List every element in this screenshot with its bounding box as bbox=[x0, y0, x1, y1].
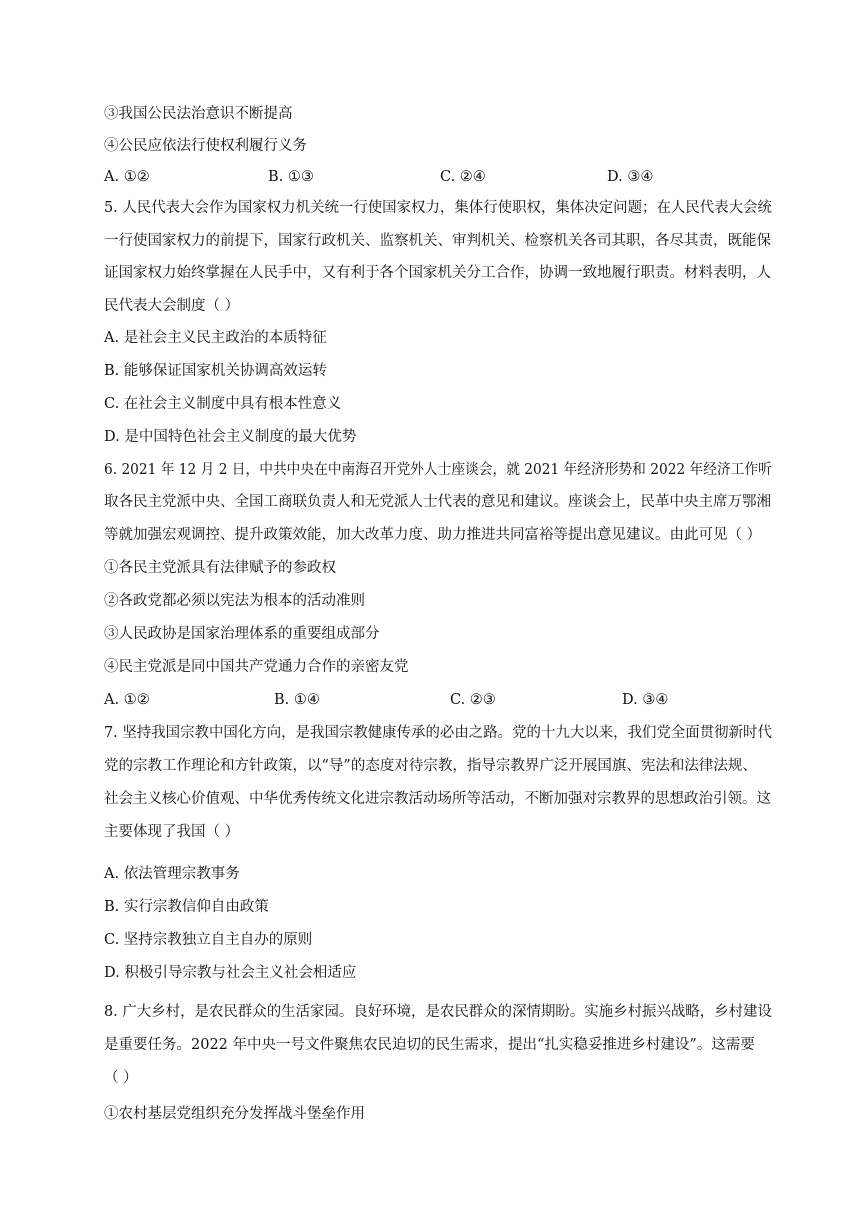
q6-stem-line: 等就加强宏观调控、提升政策效能，加大改革力度、助力推进共同富裕等提出意见建议。由此可见（ ） bbox=[104, 527, 762, 543]
q5-stem-line: 证国家权力始终掌握在人民手中，又有利于各个国家机关分工合作，协调一致地履行职责。材料表明，人 bbox=[104, 265, 771, 281]
q5-option-c: C. 在社会主义制度中具有根本性意义 bbox=[104, 396, 342, 412]
q7-option-a: A. 依法管理宗教事务 bbox=[104, 866, 240, 882]
q4-option-d: D. ③④ bbox=[607, 169, 654, 185]
q6-option-b: B. ①④ bbox=[274, 692, 320, 708]
q5-stem-line: 一行使国家权力的前提下，国家行政机关、监察机关、审判机关、检察机关各司其职，各尽其责，既能保 bbox=[104, 233, 771, 249]
q6-option-c: C. ②③ bbox=[450, 692, 496, 708]
q5-option-b: B. 能够保证国家机关协调高效运转 bbox=[104, 363, 327, 379]
q6-stem-line: 取各民主党派中央、全国工商联负责人和无党派人士代表的意见和建议。座谈会上，民革中央主席万鄂湘 bbox=[104, 494, 771, 510]
q6-option-a: A. ①② bbox=[104, 692, 150, 708]
q8-stem-line: （ ） bbox=[104, 1070, 138, 1086]
q7-option-c: C. 坚持宗教独立自主自办的原则 bbox=[104, 932, 313, 948]
q6-stem-line: 6. 2021 年 12 月 2 日，中共中央在中南海召开党外人士座谈会，就 2021 年经济形势和 2022 年经济工作听 bbox=[104, 462, 772, 478]
q6-item-3: ③人民政协是国家治理体系的重要组成部分 bbox=[104, 626, 380, 642]
q6-item-1: ①各民主党派具有法律赋予的参政权 bbox=[104, 560, 336, 576]
q4-option-c: C. ②④ bbox=[440, 169, 486, 185]
q5-option-d: D. 是中国特色社会主义制度的最大优势 bbox=[104, 429, 357, 445]
q8-item-1: ①农村基层党组织充分发挥战斗堡垒作用 bbox=[104, 1106, 365, 1122]
q8-stem-line: 是重要任务。2022 年中央一号文件聚焦农民迫切的民生需求，提出“扎实稳妥推进乡村建设”。这需要 bbox=[104, 1037, 755, 1053]
q7-stem-line: 主要体现了我国（ ） bbox=[104, 824, 240, 840]
q7-stem-line: 党的宗教工作理论和方针政策，以“导”的态度对待宗教，指导宗教界广泛开展国旗、宪法和法律法规、 bbox=[104, 758, 757, 774]
q4-option-a: A. ①② bbox=[104, 169, 150, 185]
q6-option-d: D. ③④ bbox=[622, 692, 669, 708]
q7-stem-line: 社会主义核心价值观、中华优秀传统文化进宗教活动场所等活动，不断加强对宗教界的思想政治引领。这 bbox=[104, 791, 771, 807]
q4-item-4: ④公民应依法行使权利履行义务 bbox=[104, 138, 307, 154]
q5-stem-line: 民代表大会制度（ ） bbox=[104, 298, 240, 314]
q6-item-2: ②各政党都必须以宪法为根本的活动准则 bbox=[104, 593, 365, 609]
q4-option-b: B. ①③ bbox=[268, 169, 314, 185]
q5-stem-line: 5. 人民代表大会作为国家权力机关统一行使国家权力，集体行使职权，集体决定问题；在人民代表大会统 bbox=[104, 200, 772, 216]
q7-option-b: B. 实行宗教信仰自由政策 bbox=[104, 899, 269, 915]
q4-item-3: ③我国公民法治意识不断提高 bbox=[104, 106, 293, 122]
q5-option-a: A. 是社会主义民主政治的本质特征 bbox=[104, 330, 327, 346]
q6-item-4: ④民主党派是同中国共产党通力合作的亲密友党 bbox=[104, 659, 409, 675]
q8-stem-line: 8. 广大乡村，是农民群众的生活家园。良好环境，是农民群众的深情期盼。实施乡村振兴战略，乡村建设 bbox=[104, 1004, 772, 1020]
q7-option-d: D. 积极引导宗教与社会主义社会相适应 bbox=[104, 965, 357, 981]
q7-stem-line: 7. 坚持我国宗教中国化方向，是我国宗教健康传承的必由之路。党的十九大以来，我们党全面贯彻新时代 bbox=[104, 725, 772, 741]
